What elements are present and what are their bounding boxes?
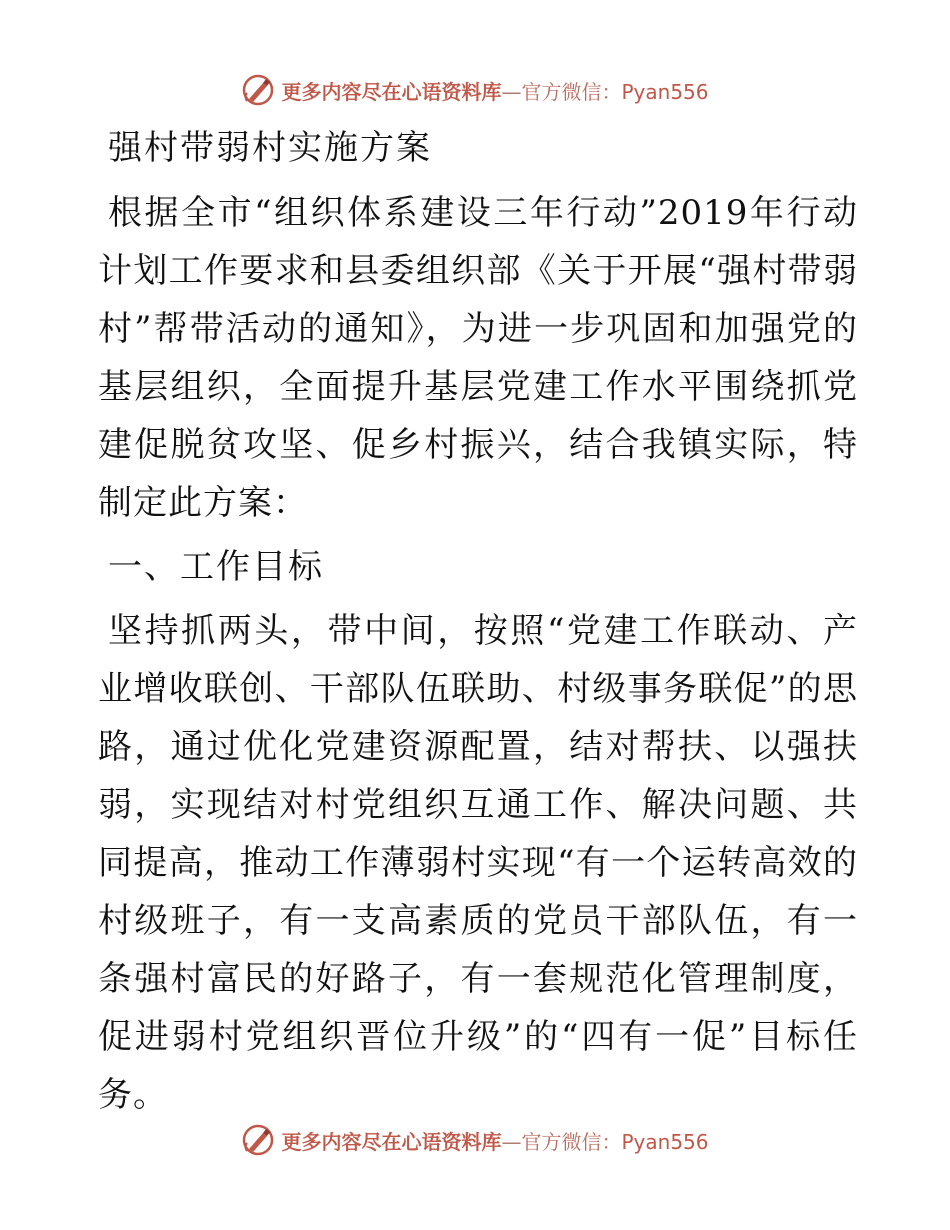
pen-logo-icon (241, 73, 275, 107)
document-title: 强村带弱村实施方案 (108, 128, 432, 168)
watermark-text: 更多内容尽在心语资料库—官方微信：Pyan556 (281, 79, 709, 104)
document-body (98, 120, 858, 1130)
header-watermark (0, 70, 950, 110)
section-heading-work-goals: 一、工作目标 (108, 547, 324, 587)
work-goals-paragraph: 坚持抓两头，带中间，按照“党建工作联动、产业增收联创、干部队伍联助、村级事务联促”的思路，通过优化党建资源配置，结对帮扶、以强扶弱，实现结对村党组织互通工作、解决问题、共同提高，推动工作薄弱村实现“有一个运转高效的村级班子，有一支高素质的党员干部队伍，有一条强村富民的好路子，有一套规范化管理制度，促进弱村党组织晋位升级”的“四有一促”目标任务。 (98, 611, 858, 1115)
footer-watermark (0, 1120, 950, 1160)
intro-paragraph: 根据全市“组织体系建设三年行动”2019年行动计划工作要求和县委组织部《关于开展“强村带弱村”帮带活动的通知》，为进一步巩固和加强党的基层组织，全面提升基层党建工作水平围绕抓党建促脱贫攻坚、促乡村振兴，结合我镇实际，特制定此方案： (98, 193, 858, 523)
pen-logo-icon (241, 1123, 275, 1157)
watermark-text: 更多内容尽在心语资料库—官方微信：Pyan556 (281, 1129, 709, 1154)
